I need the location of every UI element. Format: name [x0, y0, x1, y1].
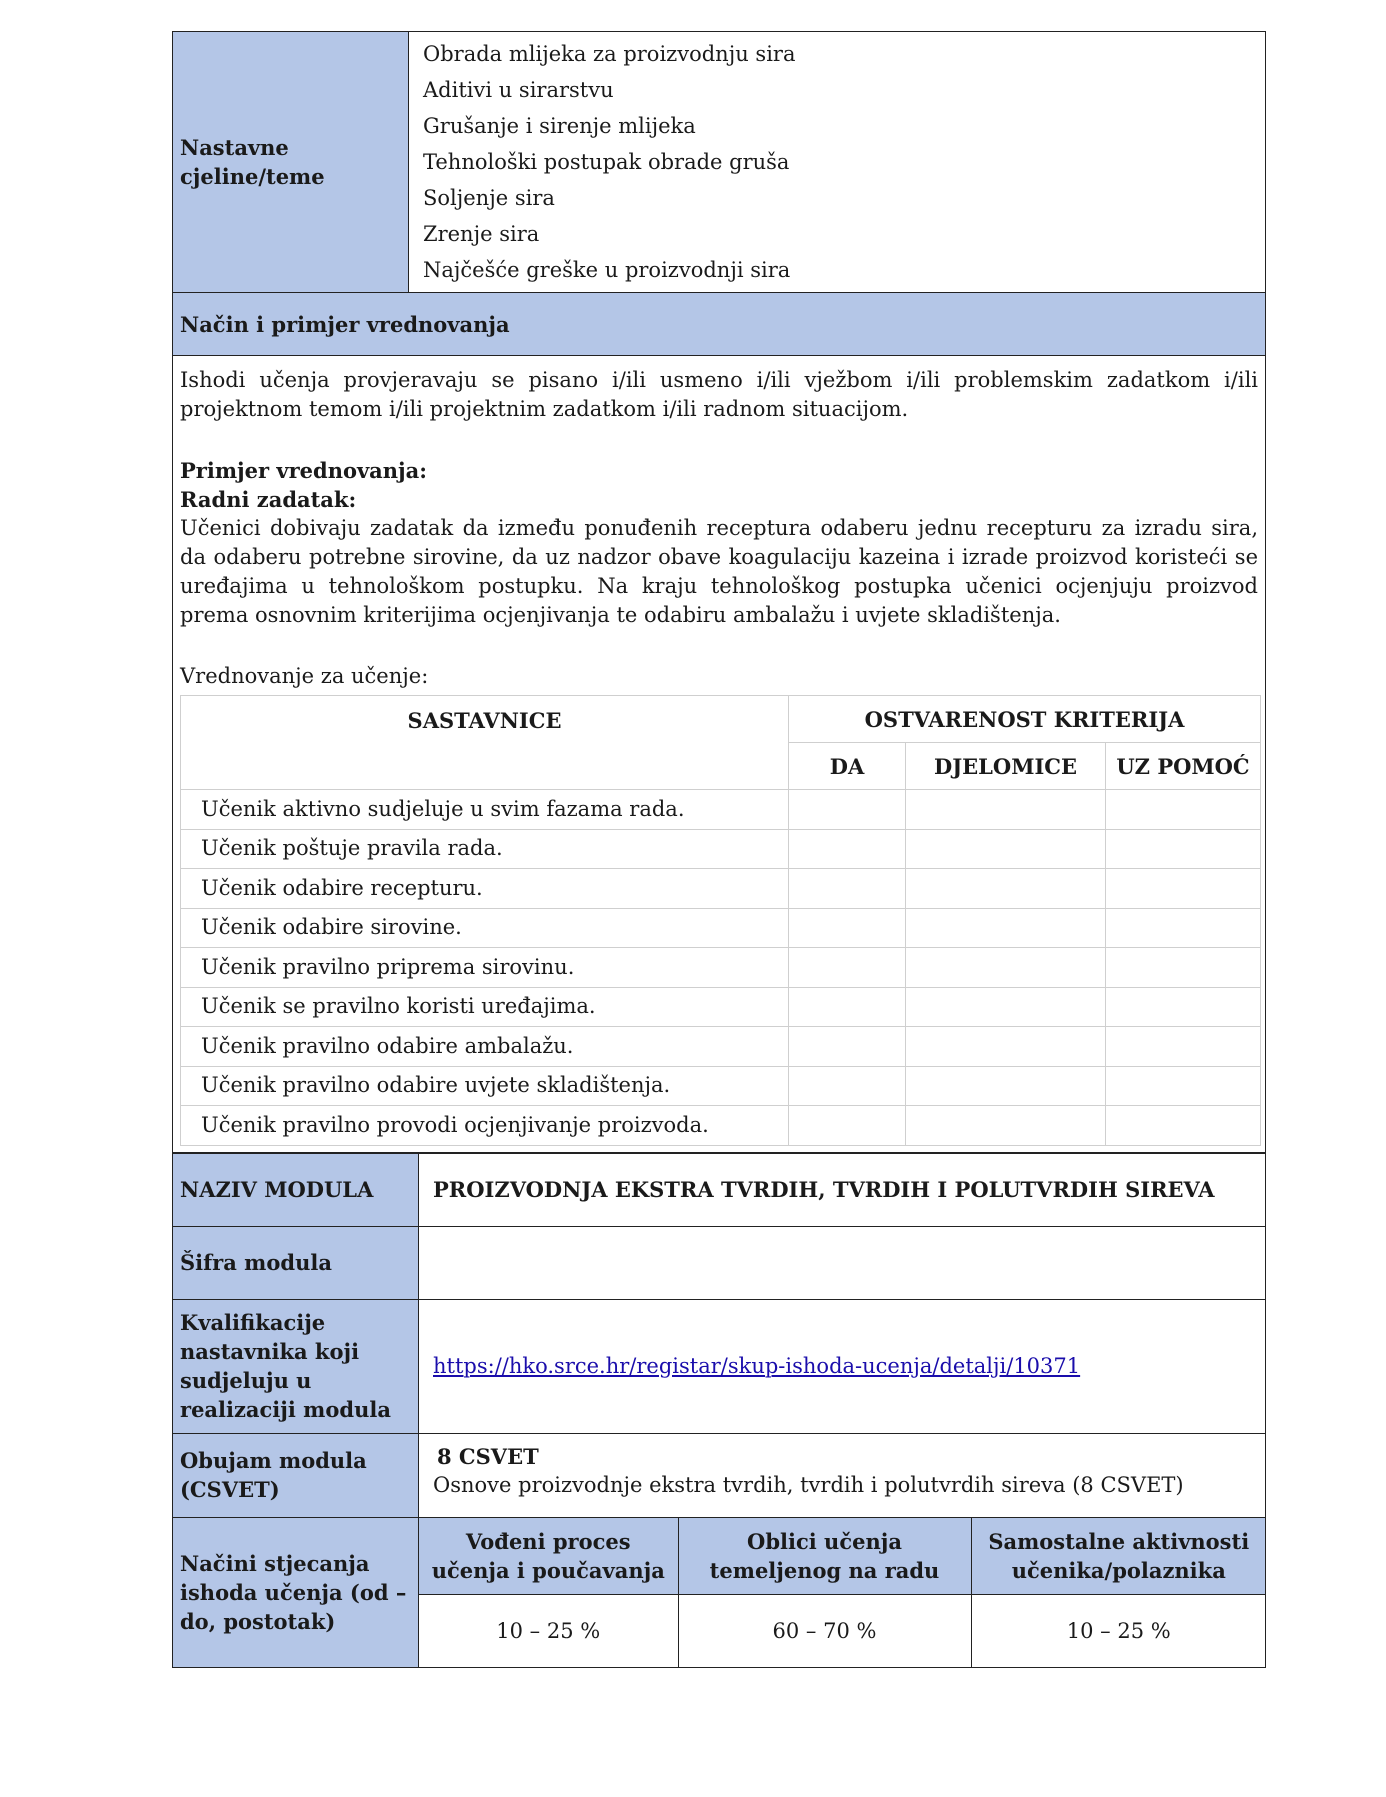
volume-label: Obujam modula (CSVET): [173, 1433, 419, 1517]
table-row: [181, 869, 1261, 909]
for-learning-label: Vrednovanje za učenje:: [180, 664, 429, 688]
check-cell: [1106, 1106, 1261, 1146]
table-row: [181, 948, 1261, 988]
topic-item: Soljenje sira: [423, 186, 555, 210]
module-table: [172, 1153, 1266, 1668]
method-value: 10 – 25 %: [971, 1594, 1266, 1667]
criterion-text: Učenik pravilno odabire ambalažu.: [181, 1027, 789, 1067]
check-cell: [906, 948, 1106, 988]
check-cell: [789, 1066, 906, 1106]
check-cell: [906, 1066, 1106, 1106]
check-cell: [789, 869, 906, 909]
method-header: Samostalne aktivnosti učenika/polaznika: [971, 1518, 1266, 1595]
check-cell: [906, 1027, 1106, 1067]
check-cell: [906, 829, 1106, 869]
table-row: [181, 908, 1261, 948]
check-cell: [906, 869, 1106, 909]
module-name-value: PROIZVODNJA EKSTRA TVRDIH, TVRDIH I POLUTVRDIH SIREVA: [419, 1153, 1266, 1226]
topic-item: Grušanje i sirenje mlijeka: [423, 114, 696, 138]
criterion-text: Učenik aktivno sudjeluje u svim fazama rada.: [181, 790, 789, 830]
qualifications-link[interactable]: https://hko.srce.hr/registar/skup-ishoda-ucenja/detalji/10371: [433, 1353, 1081, 1378]
example-title: Primjer vrednovanja:: [180, 458, 428, 483]
topic-item: Najčešće greške u proizvodnji sira: [423, 258, 791, 282]
evaluation-intro: Ishodi učenja provjeravaju se pisano i/ili usmeno i/ili vježbom i/ili problemskim zadatkom i/ili projektnom temom i/ili projektnim zadatkom i/ili radnom situacijom.: [180, 368, 1258, 421]
check-cell: [1106, 790, 1261, 830]
criterion-text: Učenik poštuje pravila rada.: [181, 829, 789, 869]
topics-label: Nastavne cjeline/teme: [173, 32, 409, 293]
topic-item: Zrenje sira: [423, 222, 540, 246]
methods-table: [419, 1518, 1266, 1667]
topics-list: [409, 32, 1266, 293]
check-cell: [906, 987, 1106, 1027]
method-header: Vođeni proces učenja i poučavanja: [419, 1518, 678, 1595]
check-cell: [789, 829, 906, 869]
check-cell: [1106, 948, 1261, 988]
module-name-label: NAZIV MODULA: [173, 1153, 419, 1226]
qualifications-label: Kvalifikacije nastavnika koji sudjeluju u realizaciji modula: [173, 1299, 419, 1433]
topic-item: Tehnološki postupak obrade gruša: [423, 150, 790, 174]
module-code-label: Šifra modula: [173, 1226, 419, 1299]
methods-label: Načini stjecanja ishoda učenja (od –do, postotak): [173, 1517, 419, 1667]
check-cell: [906, 908, 1106, 948]
volume-value: 8 CSVET: [437, 1443, 539, 1469]
check-cell: [1106, 1027, 1261, 1067]
module-code-value: [419, 1226, 1266, 1299]
topic-item: Obrada mlijeka za proizvodnju sira: [423, 42, 796, 66]
criteria-table: [180, 695, 1261, 1146]
check-cell: [789, 1027, 906, 1067]
check-cell: [789, 790, 906, 830]
check-cell: [789, 987, 906, 1027]
check-cell: [906, 1106, 1106, 1146]
check-cell: [1106, 829, 1261, 869]
evaluation-body: [173, 356, 1266, 1153]
criterion-text: Učenik odabire recepturu.: [181, 869, 789, 909]
criterion-text: Učenik pravilno odabire uvjete skladištenja.: [181, 1066, 789, 1106]
table-row: [181, 1066, 1261, 1106]
col-djelomice: DJELOMICE: [906, 743, 1106, 790]
evaluation-header: Način i primjer vrednovanja: [173, 293, 1266, 356]
criteria-header: OSTVARENOST KRITERIJA: [789, 696, 1261, 743]
topics-row: [173, 32, 1266, 293]
method-value: 10 – 25 %: [419, 1594, 678, 1667]
document-page: [172, 31, 1265, 1668]
method-value: 60 – 70 %: [678, 1594, 971, 1667]
check-cell: [789, 948, 906, 988]
col-da: DA: [789, 743, 906, 790]
table-row: [181, 1027, 1261, 1067]
task-text: Učenici dobivaju zadatak da između ponuđenih receptura odaberu jednu recepturu za izradu sira, da odaberu potrebne sirovine, da uz nadzor obave koagulaciju kazeina i izrade proizvod koristeći se uređajima u tehnološkom postupku. Na kraju tehnološkog postupka učenici ocjenjuju proizvod prema osnovnim kriterijima ocjenjivanja te odabiru ambalažu i uvjete skladištenja.: [180, 516, 1258, 627]
check-cell: [1106, 1066, 1261, 1106]
check-cell: [1106, 908, 1261, 948]
table-row: [181, 1106, 1261, 1146]
criterion-text: Učenik pravilno provodi ocjenjivanje proizvoda.: [181, 1106, 789, 1146]
topic-item: Aditivi u sirarstvu: [423, 78, 614, 102]
task-title: Radni zadatak:: [180, 487, 357, 512]
table-row: [181, 987, 1261, 1027]
criterion-text: Učenik se pravilno koristi uređajima.: [181, 987, 789, 1027]
curriculum-table: [172, 31, 1266, 1153]
check-cell: [1106, 869, 1261, 909]
method-header: Oblici učenja temeljenog na radu: [678, 1518, 971, 1595]
criterion-text: Učenik odabire sirovine.: [181, 908, 789, 948]
table-row: [181, 790, 1261, 830]
check-cell: [1106, 987, 1261, 1027]
check-cell: [789, 908, 906, 948]
components-header: SASTAVNICE: [181, 696, 789, 790]
check-cell: [789, 1106, 906, 1146]
col-uz-pomoc: UZ POMOĆ: [1106, 743, 1261, 790]
criterion-text: Učenik pravilno priprema sirovinu.: [181, 948, 789, 988]
check-cell: [906, 790, 1106, 830]
volume-detail: Osnove proizvodnje ekstra tvrdih, tvrdih i polutvrdih sireva (8 CSVET): [433, 1472, 1184, 1497]
table-row: [181, 829, 1261, 869]
